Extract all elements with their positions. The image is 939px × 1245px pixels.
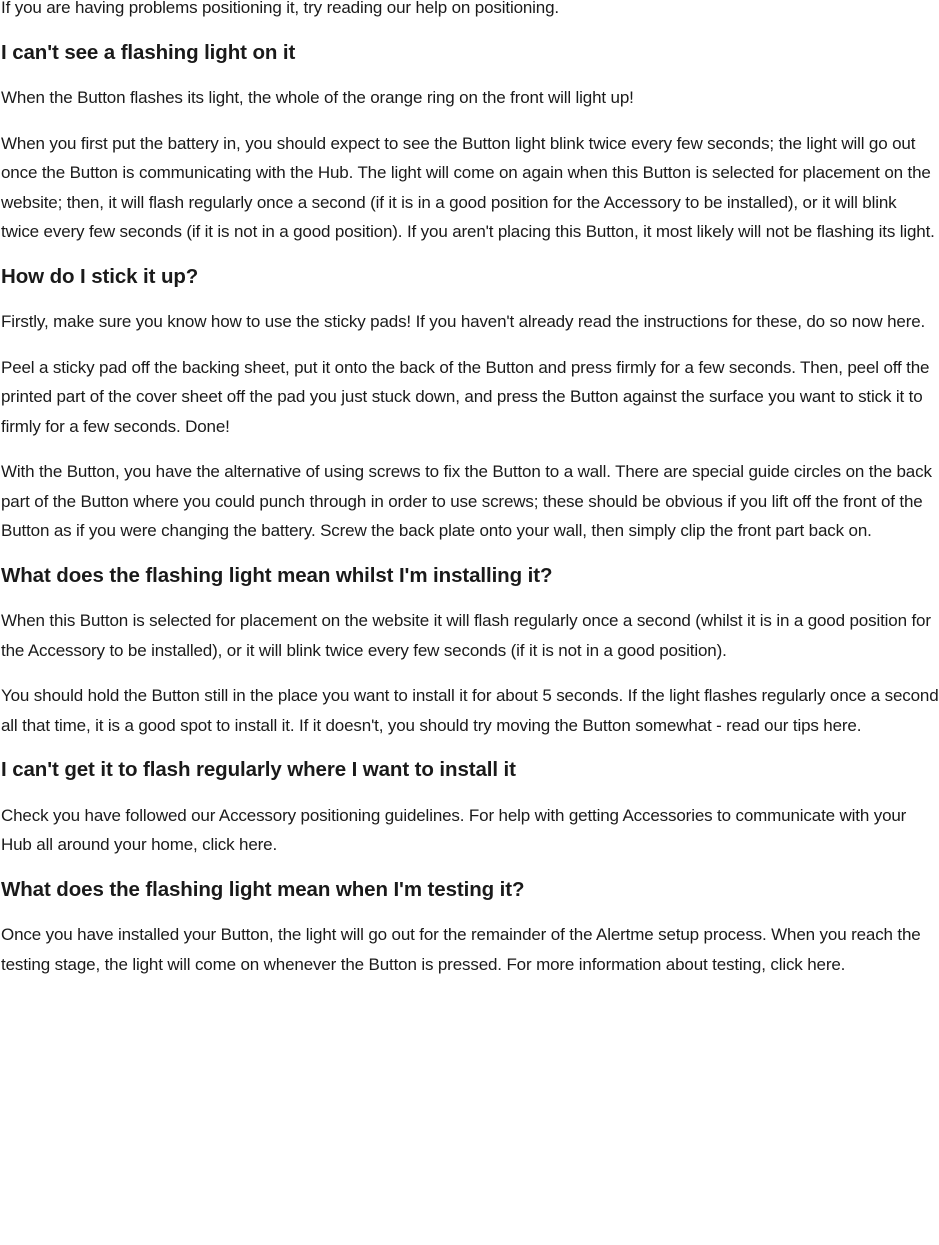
heading-flash-regularly: I can't get it to flash regularly where I want to install it [1, 758, 516, 781]
paragraph-hold-still: You should hold the Button still in the place you want to install it for about 5 seconds. If the light flashes regularly once a second all that time, it is a good spot to install it. If it doesn't, you should try moving the Button somewhat - read our tips here. [1, 686, 939, 735]
heading-stick-it-up: How do I stick it up? [1, 264, 199, 288]
paragraph-peel-pad: Peel a sticky pad off the backing sheet, put it onto the back of the Button and press firmly for a few seconds. Then, peel off the printed part of the cover sheet off the pad you just stuck down, and press the Button against the surface you want to stick it to firmly for a few seconds. Done! [1, 357, 930, 436]
paragraph-screws: With the Button, you have the alternative of using screws to fix the Button to a wall. There are special guide circles on the back part of the Button where you could punch through in order to use screws; these should be obvious if you lift off the front of the Button as if you were changing the battery. Screw the back plate onto your wall, then simply clip the front part back on. [1, 462, 932, 540]
heading-no-flashing-light: I can't see a flashing light on it [1, 40, 296, 64]
paragraph-placement-flash: When this Button is selected for placement on the website it will flash regularly once a second (whilst it is in a good position for the Accessory to be installed), or it will blink twice every few seconds (if it is not in a good position). [1, 611, 931, 660]
intro-paragraph: If you are having problems positioning it, try reading our help on positioning. [1, 0, 559, 17]
heading-flashing-testing: What does the flashing light mean when I'm testing it? [1, 877, 525, 901]
paragraph-orange-ring: When the Button flashes its light, the whole of the orange ring on the front will light up! [1, 88, 634, 107]
heading-flashing-installing: What does the flashing light mean whilst I'm installing it? [1, 563, 553, 587]
paragraph-testing: Once you have installed your Button, the light will go out for the remainder of the Alertme setup process. When you reach the testing stage, the light will come on whenever the Button is pressed. For more information about testing, click here. [1, 925, 921, 974]
paragraph-positioning-guidelines: Check you have followed our Accessory positioning guidelines. For help with getting Accessories to communicate with your Hub all around your home, click here. [1, 805, 907, 854]
paragraph-sticky-pads: Firstly, make sure you know how to use the sticky pads! If you haven't already read the instructions for these, do so now here. [1, 312, 926, 331]
paragraph-battery-blink: When you first put the battery in, you should expect to see the Button light blink twice every few seconds; the light will go out once the Button is communicating with the Hub. The light will come on again when this Button is selected for placement on the website; then, it will flash regularly once a second (if it is in a good position for the Accessory to be installed), or it will blink twice every few seconds (if it is not in a good position). If you aren't placing this Button, it most likely will not be flashing its light. [1, 133, 935, 241]
